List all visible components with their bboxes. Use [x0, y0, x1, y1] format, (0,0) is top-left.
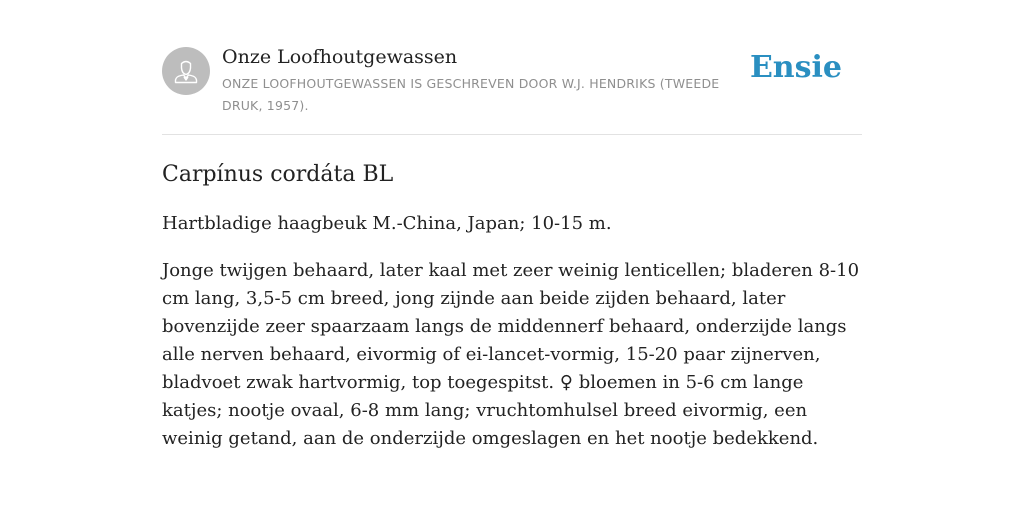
avatar: [162, 47, 210, 95]
brand-logo-link[interactable]: Ensie: [749, 50, 842, 85]
article-paragraph: Hartbladige haagbeuk M.-China, Japan; 10-15 m.: [162, 213, 612, 234]
user-icon: [162, 47, 210, 95]
source-header: [162, 46, 862, 135]
article-title: Carpínus cordáta BL: [162, 162, 394, 187]
article: [162, 160, 862, 472]
source-description: ONZE LOOFHOUTGEWASSEN IS GESCHREVEN DOOR W.J. HENDRIKS (TWEEDE DRUK, 1957).: [222, 76, 720, 113]
source-title[interactable]: Onze Loofhoutgewassen: [222, 46, 458, 68]
article-paragraph: Jonge twijgen behaard, later kaal met zeer weinig lenticellen; bladeren 8-10 cm lang, 3,5-5 cm breed, jong zijnde aan beide zijden behaard, later bovenzijde zeer spaarzaam langs de middennerf behaard, onderzijde langs alle nerven behaard, eivormig of ei-lancet-vormig, 15-20 paar zijnerven, bladvoet zwak hartvormig, top toegespitst. ♀ bloemen in 5-6 cm lange katjes; nootje ovaal, 6-8 mm lang; vruchtomhulsel breed eivormig, een weinig getand, aan de onderzijde omgeslagen en het nootje bedekkend.: [162, 260, 860, 449]
